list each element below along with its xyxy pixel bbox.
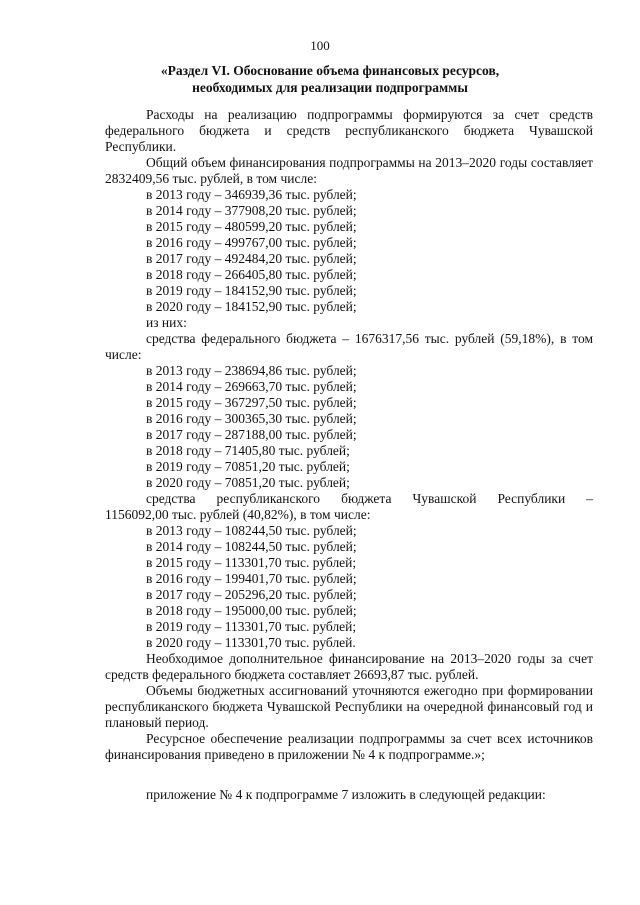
republic-year-line: в 2013 году – 108244,50 тыс. рублей; <box>146 523 357 538</box>
intro-paragraph: Расходы на реализацию подпрограммы формируются за счет средств федерального бюджета и средств республиканского бюджета Чувашской Республики. <box>105 107 593 154</box>
federal-year-line: в 2015 году – 367297,50 тыс. рублей; <box>146 395 357 410</box>
republic-year-line: в 2015 году – 113301,70 тыс. рублей; <box>146 555 357 570</box>
republic-year-line: в 2016 году – 199401,70 тыс. рублей; <box>146 571 357 586</box>
total-year-line: в 2019 году – 184152,90 тыс. рублей; <box>146 283 357 298</box>
federal-year-line: в 2016 году – 300365,30 тыс. рублей; <box>146 411 357 426</box>
section-title-line-2: необходимых для реализации подпрограммы <box>192 80 468 95</box>
total-year-line: в 2014 году – 377908,20 тыс. рублей; <box>146 203 357 218</box>
section-title-line-1: «Раздел VI. Обоснование объема финансовых ресурсов, <box>160 63 500 78</box>
paragraph-gap <box>105 763 593 787</box>
federal-year-line: в 2018 году – 71405,80 тыс. рублей; <box>146 443 350 458</box>
federal-year-line: в 2019 году – 70851,20 тыс. рублей; <box>146 459 350 474</box>
republic-years-list <box>105 523 593 651</box>
total-year-line: в 2018 году – 266405,80 тыс. рублей; <box>146 267 357 282</box>
republic-paragraph-line-2: 1156092,00 тыс. рублей (40,82%), в том числе: <box>105 507 371 522</box>
section-title <box>130 62 530 96</box>
clarification-paragraph: Объемы бюджетных ассигнований уточняются ежегодно при формировании республиканского бюджета Чувашской Республики на очередной финансовый год и плановый период. <box>105 683 593 730</box>
page-number: 100 <box>310 38 330 53</box>
republic-year-line: в 2018 году – 195000,00 тыс. рублей; <box>146 603 357 618</box>
additional-financing-paragraph: Необходимое дополнительное финансирование на 2013–2020 годы за счет средств федерального бюджета составляет 26693,87 тыс. рублей. <box>105 651 593 682</box>
resource-paragraph: Ресурсное обеспечение реализации подпрограммы за счет всех источников финансирования приведено в приложении № 4 к подпрограмме.»; <box>105 731 593 762</box>
total-year-line: в 2013 году – 346939,36 тыс. рублей; <box>146 187 357 202</box>
total-years-list <box>105 187 593 315</box>
total-year-line: в 2016 году – 499767,00 тыс. рублей; <box>146 235 357 250</box>
federal-year-line: в 2020 году – 70851,20 тыс. рублей; <box>146 475 350 490</box>
of-which-label: из них: <box>146 315 187 330</box>
republic-year-line: в 2014 году – 108244,50 тыс. рублей; <box>146 539 357 554</box>
federal-year-line: в 2017 году – 287188,00 тыс. рублей; <box>146 427 357 442</box>
federal-year-line: в 2013 году – 238694,86 тыс. рублей; <box>146 363 357 378</box>
total-year-line: в 2020 году – 184152,90 тыс. рублей; <box>146 299 357 314</box>
republic-year-line: в 2020 году – 113301,70 тыс. рублей. <box>146 635 356 650</box>
federal-paragraph: средства федерального бюджета – 1676317,56 тыс. рублей (59,18%), в том числе: <box>105 331 593 362</box>
appendix-note-paragraph: приложение № 4 к подпрограмме 7 изложить в следующей редакции: <box>146 787 546 802</box>
total-year-line: в 2015 году – 480599,20 тыс. рублей; <box>146 219 357 234</box>
federal-year-line: в 2014 году – 269663,70 тыс. рублей; <box>146 379 357 394</box>
republic-year-line: в 2019 году – 113301,70 тыс. рублей; <box>146 619 357 634</box>
federal-years-list <box>105 363 593 491</box>
total-year-line: в 2017 году – 492484,20 тыс. рублей; <box>146 251 357 266</box>
republic-paragraph-line-1: средства республиканского бюджета Чувашской Республики – <box>146 491 593 506</box>
document-body <box>105 107 593 803</box>
republic-year-line: в 2017 году – 205296,20 тыс. рублей; <box>146 587 357 602</box>
total-paragraph: Общий объем финансирования подпрограммы на 2013–2020 годы составляет 2832409,56 тыс. рублей, в том числе: <box>105 155 593 186</box>
